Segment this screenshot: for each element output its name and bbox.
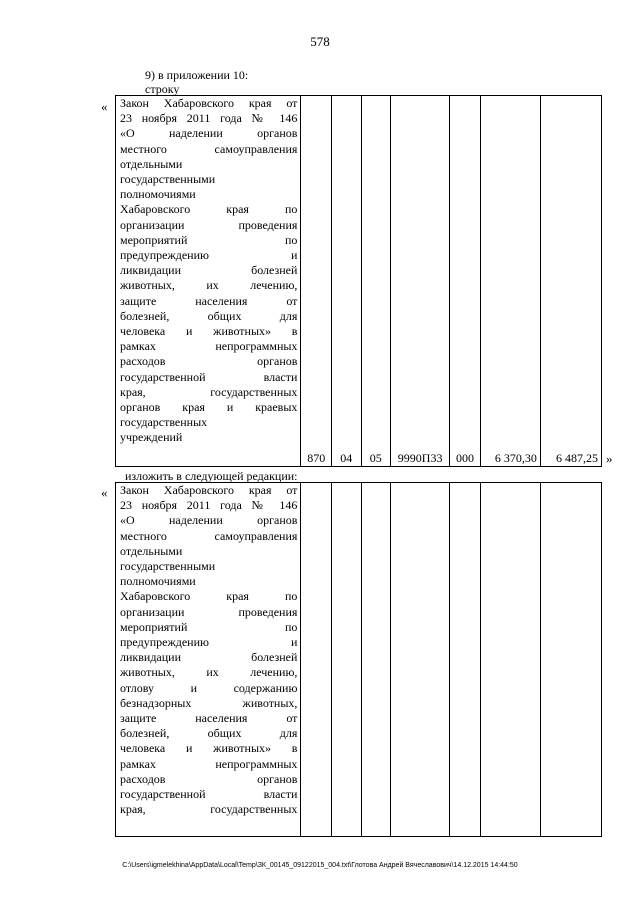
cell-target-article: 9990П33 <box>391 96 450 467</box>
description-line: ликвидации болезней <box>120 263 298 278</box>
cell-section: 04 <box>331 96 361 467</box>
description-line: «О наделении органов <box>120 513 298 528</box>
description-line: животных, их лечению, <box>120 278 298 293</box>
cell-subsection <box>361 483 391 837</box>
original-row-table <box>115 95 602 467</box>
description-line: болезней, общих для <box>120 726 298 741</box>
description-line: человека и животных» в <box>120 324 298 339</box>
description-line: «О наделении органов <box>120 126 298 141</box>
description-line: человека и животных» в <box>120 741 298 756</box>
description-line: государственной власти <box>120 787 298 802</box>
file-path-footer: C:\Users\igmelekhina\AppData\Local\Temp\ЗК_00145_09122015_004.txt\Глотова Андрей Вячеславович\14.12.2015 14:44:50 <box>122 862 518 869</box>
cell-code <box>301 483 332 837</box>
cell-section <box>331 483 361 837</box>
description-line: местного самоуправления <box>120 141 298 156</box>
description-line: края, государственных <box>120 802 298 817</box>
cell-code: 870 <box>301 96 332 467</box>
description-line: защите населения от <box>120 293 298 308</box>
description-line: учреждений <box>120 430 183 445</box>
cell-amount-1: 6 370,30 <box>480 96 540 467</box>
description-line: рамках непрограммных <box>120 756 298 771</box>
close-quote: » <box>606 451 613 466</box>
description-line: животных, их лечению, <box>120 665 298 680</box>
description-line: 23 ноября 2011 года № 146 <box>120 111 298 126</box>
description-line: Хабаровского края по <box>120 589 298 604</box>
instruction-text: изложить в следующей редакции: <box>125 469 298 483</box>
description-line: Закон Хабаровского края от <box>120 483 298 497</box>
description-line: безнадзорных животных, <box>120 695 298 710</box>
open-quote: « <box>101 99 108 114</box>
row-description <box>116 96 301 467</box>
description-line: организации проведения <box>120 217 298 232</box>
description-line: отдельными <box>120 156 183 171</box>
description-line: государственной власти <box>120 369 298 384</box>
intro-line: 9) в приложении 10: <box>145 68 249 82</box>
description-line: полномочиями <box>120 187 196 202</box>
description-line: государственными <box>120 172 216 187</box>
description-line: организации проведения <box>120 604 298 619</box>
description-line: предупреждению и <box>120 635 298 650</box>
cell-target-article <box>391 483 450 837</box>
intro-text <box>145 68 248 96</box>
cell-expense-type <box>450 483 481 837</box>
description-line: края, государственных <box>120 384 298 399</box>
description-line: полномочиями <box>120 574 196 589</box>
description-line: мероприятий по <box>120 619 298 634</box>
description-line: предупреждению и <box>120 248 298 263</box>
cell-amount-2 <box>540 483 601 837</box>
cell-expense-type: 000 <box>450 96 481 467</box>
description-line: ликвидации болезней <box>120 650 298 665</box>
row-description <box>116 483 301 837</box>
description-line: болезней, общих для <box>120 308 298 323</box>
description-line: мероприятий по <box>120 232 298 247</box>
cell-amount-1 <box>480 483 540 837</box>
description-line: местного самоуправления <box>120 528 298 543</box>
description-line: Хабаровского края по <box>120 202 298 217</box>
description-line: расходов органов <box>120 771 298 786</box>
description-line: Закон Хабаровского края от <box>120 96 298 110</box>
description-line: 23 ноября 2011 года № 146 <box>120 498 298 513</box>
description-line: защите населения от <box>120 711 298 726</box>
description-line: рамках непрограммных <box>120 339 298 354</box>
description-line: отлову и содержанию <box>120 680 298 695</box>
description-line: расходов органов <box>120 354 298 369</box>
description-line: государственных <box>120 415 208 430</box>
intro-line: строку <box>145 82 180 96</box>
open-quote: « <box>101 485 108 500</box>
cell-subsection: 05 <box>361 96 391 467</box>
description-line: отдельными <box>120 543 183 558</box>
description-line: государственными <box>120 559 216 574</box>
cell-amount-2: 6 487,25 <box>540 96 601 467</box>
page-number: 578 <box>310 34 330 49</box>
description-line: органов края и краевых <box>120 400 298 415</box>
new-row-table <box>115 482 602 837</box>
